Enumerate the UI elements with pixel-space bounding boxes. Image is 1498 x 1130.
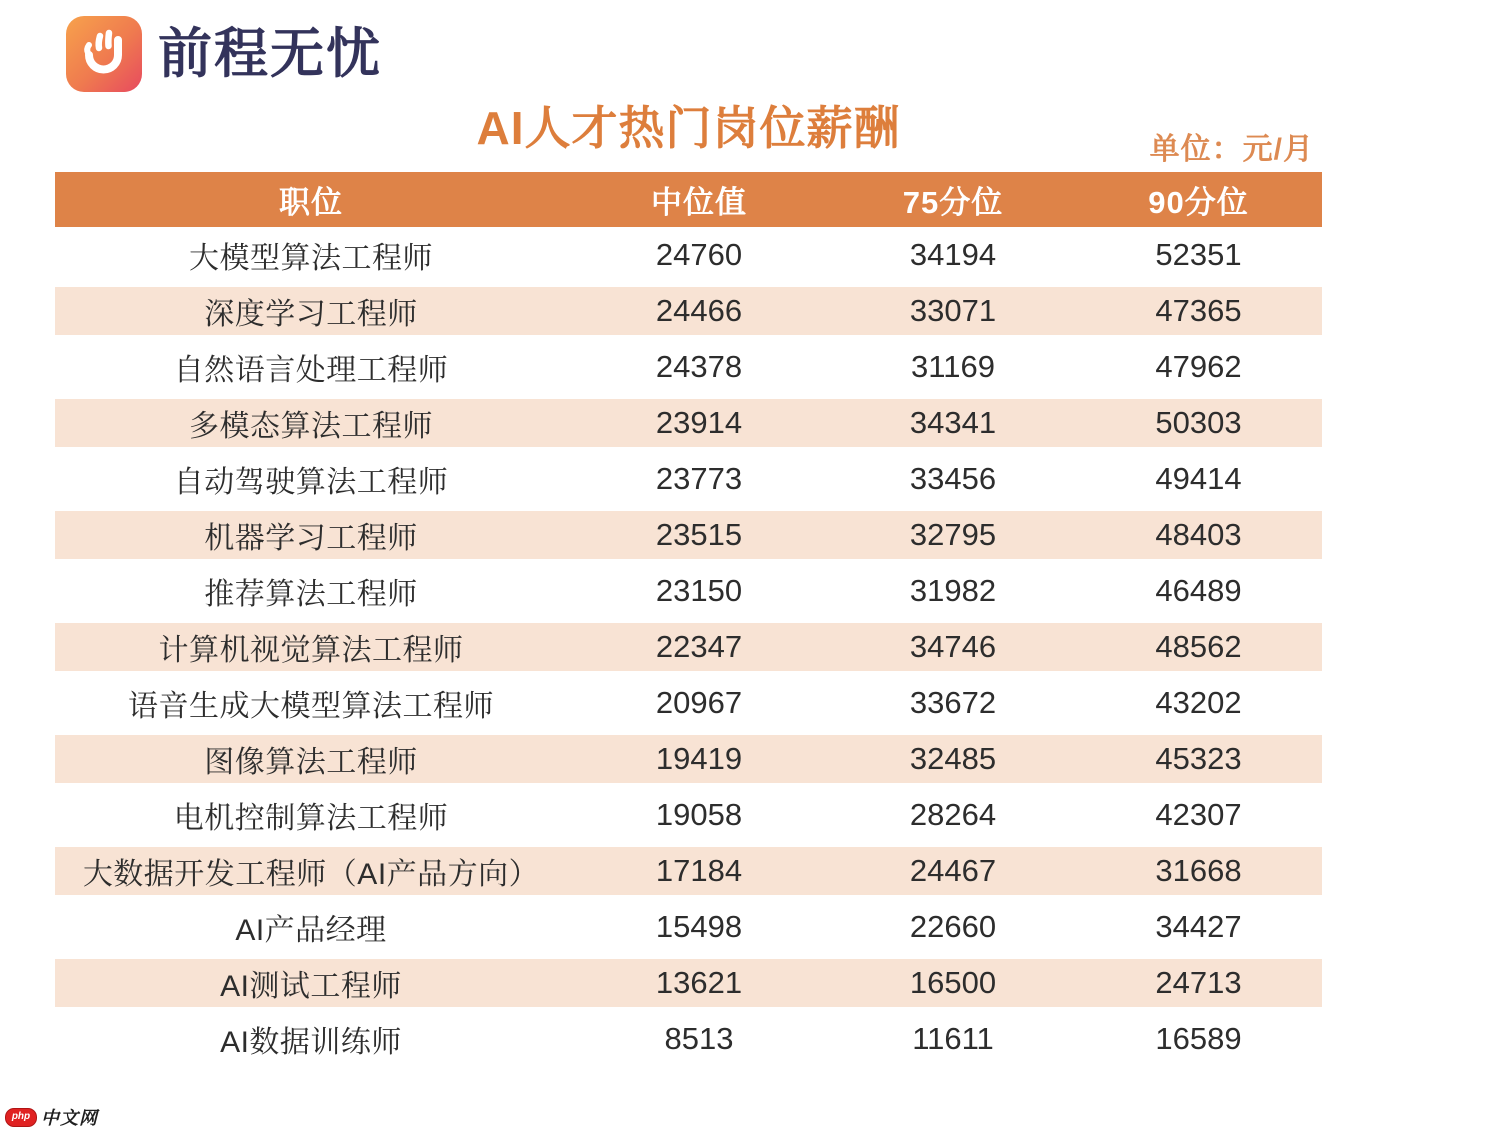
cell-p75: 31169 (911, 349, 995, 384)
cell-position: 机器学习工程师 (204, 522, 418, 555)
table-row (55, 395, 1322, 451)
cell-position: AI数据训练师 (220, 1026, 402, 1059)
cell-p90: 52351 (1155, 237, 1242, 272)
table-row (55, 283, 1322, 339)
table-row (55, 451, 1322, 507)
table-row (55, 899, 1322, 955)
cell-median: 19058 (655, 797, 743, 832)
brand-name: 前程无忧 (158, 24, 382, 84)
cell-p90: 48403 (1155, 517, 1242, 552)
cell-position: 大模型算法工程师 (189, 242, 433, 275)
cell-median: 24466 (655, 293, 743, 328)
cell-p90: 46489 (1155, 573, 1242, 608)
cell-p90: 48562 (1155, 629, 1242, 664)
cell-position: 推荐算法工程师 (204, 578, 418, 611)
cell-p90: 45323 (1155, 741, 1242, 776)
cell-p75: 28264 (909, 797, 997, 832)
table-row (55, 731, 1322, 787)
cell-p90: 34427 (1155, 909, 1242, 944)
cell-position: 电机控制算法工程师 (173, 802, 449, 835)
cell-position: 计算机视觉算法工程师 (158, 634, 464, 667)
cell-median: 15498 (655, 909, 743, 944)
watermark (5, 1104, 98, 1130)
cell-p75: 34746 (909, 629, 997, 664)
table-row (55, 619, 1322, 675)
cell-position: 深度学习工程师 (204, 298, 418, 331)
cell-p90: 43202 (1155, 685, 1242, 720)
cell-p75: 33071 (909, 293, 997, 328)
cell-median: 23914 (655, 405, 743, 440)
table-row (55, 787, 1322, 843)
cell-median: 17184 (655, 853, 743, 888)
cell-position: 图像算法工程师 (204, 746, 418, 779)
cell-position: AI产品经理 (235, 914, 387, 947)
cell-p75: 33672 (909, 685, 997, 720)
cell-median: 23150 (655, 573, 743, 608)
cell-median: 13621 (655, 965, 743, 1000)
cell-position: 语音生成大模型算法工程师 (128, 690, 494, 723)
cell-p90: 47962 (1155, 349, 1242, 384)
hand-logo-icon (66, 16, 142, 92)
salary-table (55, 172, 1322, 1067)
unit-label: 单位：元/月 (1149, 133, 1314, 166)
cell-median: 8513 (664, 1021, 734, 1056)
cell-p90: 31668 (1155, 853, 1242, 888)
watermark-text: 中文网 (41, 1108, 98, 1128)
php-badge-icon: php (5, 1108, 37, 1127)
cell-median: 23515 (655, 517, 743, 552)
table-row (55, 675, 1322, 731)
cell-median: 19419 (655, 741, 743, 776)
cell-position: 多模态算法工程师 (189, 410, 433, 443)
column-header-position: 职位 (279, 185, 343, 220)
table-row (55, 955, 1322, 1011)
cell-p90: 47365 (1155, 293, 1242, 328)
cell-position: 自动驾驶算法工程师 (173, 466, 449, 499)
cell-p75: 32795 (909, 517, 997, 552)
cell-p90: 50303 (1155, 405, 1242, 440)
cell-p90: 42307 (1155, 797, 1242, 832)
cell-median: 24760 (655, 237, 743, 272)
cell-p90: 24713 (1155, 965, 1242, 1000)
cell-p75: 11611 (912, 1021, 994, 1056)
cell-position: 大数据开发工程师（AI产品方向） (82, 858, 540, 891)
cell-position: 自然语言处理工程师 (173, 354, 449, 387)
cell-p90: 16589 (1155, 1021, 1242, 1056)
column-header-median: 中位值 (651, 185, 747, 220)
cell-p90: 49414 (1155, 461, 1242, 496)
brand-header (66, 16, 382, 92)
cell-p75: 16500 (909, 965, 997, 1000)
cell-p75: 33456 (909, 461, 997, 496)
cell-p75: 24467 (909, 853, 997, 888)
cell-p75: 34194 (909, 237, 997, 272)
cell-p75: 31982 (909, 573, 997, 608)
cell-median: 24378 (655, 349, 743, 384)
cell-position: AI测试工程师 (220, 970, 402, 1003)
column-header-p75: 75分位 (902, 185, 1004, 220)
cell-median: 22347 (655, 629, 743, 664)
page-title: AI人才热门岗位薪酬 (476, 102, 901, 154)
cell-median: 23773 (655, 461, 743, 496)
table-row (55, 339, 1322, 395)
table-row (55, 507, 1322, 563)
table-row (55, 843, 1322, 899)
cell-p75: 22660 (909, 909, 997, 944)
table-row (55, 1011, 1322, 1067)
table-row (55, 227, 1322, 283)
cell-median: 20967 (655, 685, 743, 720)
title-row (55, 92, 1322, 166)
table-header-row (55, 172, 1322, 227)
table-row (55, 563, 1322, 619)
table-body (55, 227, 1322, 1067)
column-header-p90: 90分位 (1148, 185, 1249, 220)
cell-p75: 32485 (909, 741, 997, 776)
cell-p75: 34341 (909, 405, 997, 440)
